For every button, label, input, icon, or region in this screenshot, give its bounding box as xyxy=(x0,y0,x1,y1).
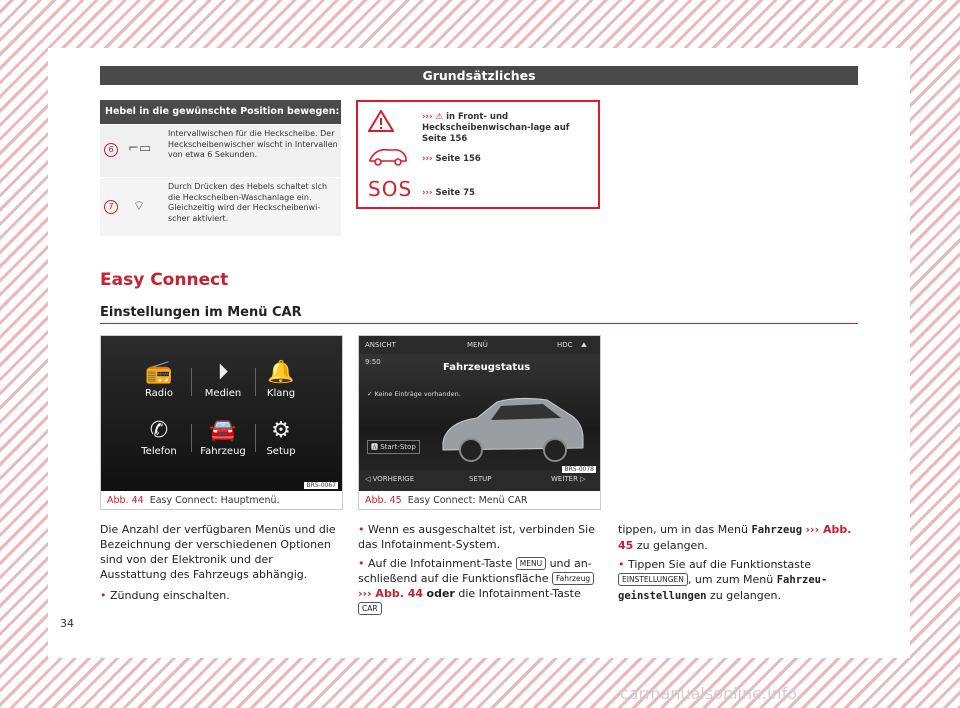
car-key: CAR xyxy=(358,602,382,615)
divider xyxy=(191,424,192,452)
list-item: • Zündung einschalten. xyxy=(100,589,230,602)
rear-wiper-interval-icon: ⌐▭ xyxy=(128,141,152,156)
menu-button[interactable]: MENÜ xyxy=(467,341,488,349)
row-text: Intervallwischen für die Heckscheibe. Der Heckscheibenwischer wischt in Intervallen von etwa 6 Sekunden. xyxy=(168,129,338,159)
section-title: Easy Connect xyxy=(100,270,229,290)
play-icon: ⏵ xyxy=(217,360,229,385)
row-text: Durch Drücken des Hebels schaltet sich die Heckscheiben-Waschanlage ein. Gleichzeitig wird der Heckscheibenwi-scher aktiviert. xyxy=(168,182,328,223)
sos-icon: SOS xyxy=(368,177,413,201)
einstellungen-key: EINSTELLUNGEN xyxy=(618,573,688,586)
warning-triangle-icon xyxy=(368,110,394,132)
tile-radio[interactable]: 📻 Radio xyxy=(129,358,189,399)
watermark: carmanualsonline.info xyxy=(620,684,798,703)
lever-table xyxy=(100,100,341,235)
column-1-text xyxy=(100,522,340,603)
paragraph: Die Anzahl der verfügbaren Menüs und die Bezeichnung der verschiedenen Optionen sind von der Elektronik und der Ausstattung des Fahrzeugs abhängig. xyxy=(100,523,336,581)
figure-45 xyxy=(358,335,601,510)
warning-reference[interactable]: ››› ⚠ in Front- und Heckscheibenwischan-lage auf Seite 156 xyxy=(422,112,570,144)
page-header: Grundsätzliches xyxy=(100,66,858,85)
sos-reference[interactable]: ››› Seite 75 xyxy=(422,188,475,198)
tile-setup[interactable]: ⚙ Setup xyxy=(251,416,311,457)
safety-reference-box xyxy=(356,100,600,209)
fahrzeug-key: Fahrzeug xyxy=(552,572,594,585)
menu-key: MENU xyxy=(516,557,546,570)
screen-title: Fahrzeugstatus xyxy=(443,362,531,373)
setup-button[interactable]: SETUP xyxy=(469,475,492,483)
list-item: • Wenn es ausgeschaltet ist, verbinden Sie das Infotainment-System. xyxy=(358,523,595,551)
vehicle-care-icon xyxy=(368,144,408,166)
paragraph: tippen, um in das Menü Fahrzeug ››› Abb. 45 zu gelangen. xyxy=(618,523,852,552)
hdc-icon: ⛰ xyxy=(581,341,587,349)
page-number: 34 xyxy=(60,617,74,630)
small-warning-icon: ⚠ xyxy=(435,112,444,122)
list-item: • Auf die Infotainment-Taste MENU und an-schließend auf die Funktionsfläche Fahrzeug ››› Abb. 44 oder die Infotainment-Taste CAR xyxy=(358,556,600,616)
rear-washer-icon: ⌔ xyxy=(132,199,146,214)
figure-link[interactable]: ››› Abb. 44 xyxy=(358,587,424,600)
next-button[interactable]: WEITER ▷ xyxy=(551,475,586,483)
table-row xyxy=(100,177,341,236)
ansicht-button[interactable]: ANSICHT xyxy=(365,341,396,349)
gears-icon: ⚙ xyxy=(271,418,291,443)
infotainment-main-menu-screen xyxy=(101,336,342,491)
care-reference[interactable]: ››› Seite 156 xyxy=(422,154,481,164)
hdc-button[interactable]: HDC xyxy=(557,341,573,349)
radio-icon: 📻 xyxy=(145,360,173,385)
status-message: ✓ Keine Einträge vorhanden. xyxy=(367,390,461,398)
tile-fahrzeug[interactable]: 🚘 Fahrzeug xyxy=(193,416,253,457)
vehicle-image xyxy=(437,392,587,464)
clock: 9:50 xyxy=(365,358,381,366)
tile-telefon[interactable]: ✆ Telefon xyxy=(129,416,189,457)
list-item: • Tippen Sie auf die Funktionstaste EINSTELLUNGEN , um zum Menü Fahrzeu-geinstellungen zu gelangen. xyxy=(618,558,828,602)
sound-bell-icon: 🔔 xyxy=(267,360,295,385)
section-subtitle: Einstellungen im Menü CAR xyxy=(100,305,302,320)
divider xyxy=(191,368,192,396)
figure-link[interactable]: ››› Abb. 45 xyxy=(618,523,852,552)
tile-medien[interactable]: ⏵ Medien xyxy=(193,358,253,399)
column-3-text xyxy=(618,522,858,604)
infotainment-car-menu-screen xyxy=(359,336,600,491)
table-row xyxy=(100,124,341,177)
row-number: 7 xyxy=(104,200,118,214)
previous-button[interactable]: ◁ VORHERIGE xyxy=(365,475,415,483)
start-stop-button[interactable]: 🅰 Start-Stop xyxy=(367,440,420,454)
row-number: 6 xyxy=(104,143,118,157)
image-code: BR5-0067 xyxy=(306,482,336,489)
figure-caption: Abb. 44 Easy Connect: Hauptmenü. xyxy=(107,495,280,506)
divider xyxy=(100,323,858,324)
image-code: BR5-0078 xyxy=(564,466,594,473)
table-heading: Hebel in die gewünschte Position bewegen: xyxy=(100,100,341,124)
car-icon: 🚘 xyxy=(209,418,237,443)
tile-klang[interactable]: 🔔 Klang xyxy=(251,358,311,399)
phone-icon: ✆ xyxy=(149,418,169,443)
figure-44 xyxy=(100,335,343,510)
column-2-text xyxy=(358,522,600,616)
figure-caption: Abb. 45 Easy Connect: Menü CAR xyxy=(365,495,528,506)
